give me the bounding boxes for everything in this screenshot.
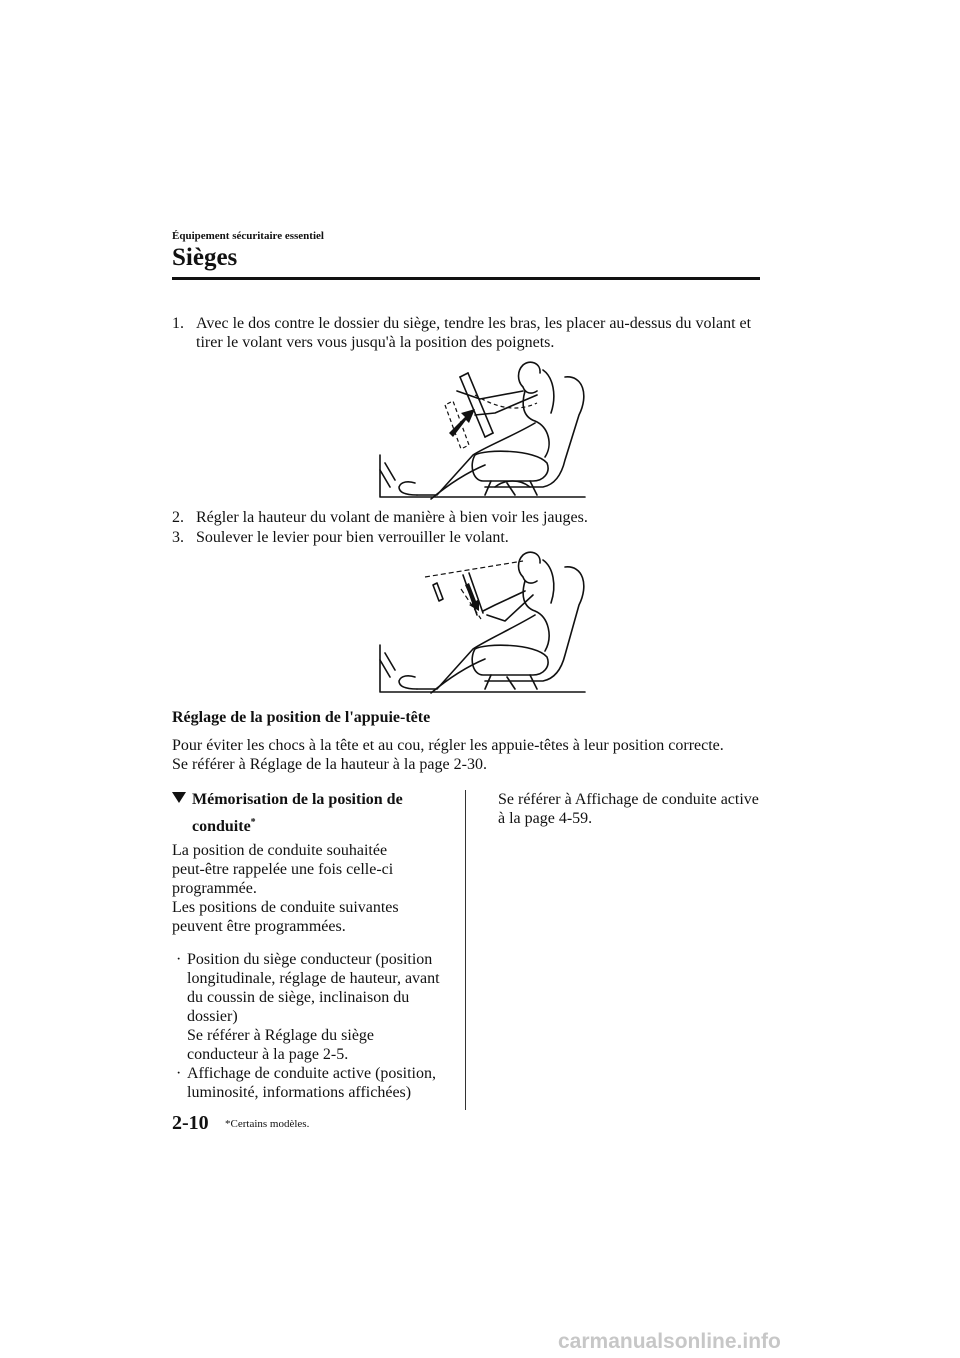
bullet-line: conducteur à la page 2-5. xyxy=(187,1046,349,1063)
memory-heading-line-2: conduite xyxy=(192,818,251,836)
headrest-paragraph xyxy=(172,736,772,774)
memory-column-1 xyxy=(172,841,452,1102)
step-number: 2. xyxy=(172,509,184,526)
col2-line: Se référer à Affichage de conduite active xyxy=(498,791,759,808)
step-text: Soulever le levier pour bien verrouiller le volant. xyxy=(196,529,509,546)
step-1 xyxy=(172,314,762,352)
col2-line: à la page 4-59. xyxy=(498,810,593,827)
intro-line: peuvent être programmées. xyxy=(172,918,346,935)
bullet-dot: · xyxy=(176,1065,182,1082)
footnote-marker: * xyxy=(250,817,256,828)
step-number: 3. xyxy=(172,529,184,546)
bullet-line: longitudinale, réglage de hauteur, avant xyxy=(187,970,440,987)
page-number: 2-10 xyxy=(172,1112,209,1134)
steering-adjust-illustration-1 xyxy=(365,355,590,500)
bullet-line: du coussin de siège, inclinaison du xyxy=(187,989,410,1006)
title-rule xyxy=(172,277,760,280)
step-number: 1. xyxy=(172,315,184,332)
page-title: Sièges xyxy=(172,244,238,271)
bullet-dot: · xyxy=(176,951,182,968)
headrest-text-line-2: Se référer à Réglage de la hauteur à la page 2-30. xyxy=(172,756,487,773)
triangle-bullet-icon xyxy=(172,792,186,803)
intro-line: La position de conduite souhaitée xyxy=(172,842,388,859)
watermark: carmanualsonline.info xyxy=(558,1330,781,1353)
memory-column-2 xyxy=(498,790,778,828)
step-2 xyxy=(172,508,762,527)
intro-line: programmée. xyxy=(172,880,257,897)
intro-line: Les positions de conduite suivantes xyxy=(172,899,399,916)
bullet-line: Affichage de conduite active (position, xyxy=(187,1065,436,1082)
intro-line: peut-être rappelée une fois celle-ci xyxy=(172,861,394,878)
footnote: *Certains modèles. xyxy=(225,1118,310,1130)
bullet-line: dossier) xyxy=(187,1008,238,1025)
steering-adjust-illustration-2 xyxy=(365,545,590,695)
memory-bullet-display xyxy=(172,1064,452,1102)
bullet-line: luminosité, informations affichées) xyxy=(187,1084,412,1101)
step-text: Régler la hauteur du volant de manière à bien voir les jauges. xyxy=(196,509,588,526)
section-label: Équipement sécuritaire essentiel xyxy=(172,230,324,242)
memory-bullet-seat xyxy=(172,950,452,1064)
memory-intro xyxy=(172,841,452,936)
column-divider xyxy=(465,790,466,1110)
bullet-line: Se référer à Réglage du siège xyxy=(187,1027,375,1044)
headrest-text-line-1: Pour éviter les chocs à la tête et au cou, régler les appuie-têtes à leur position correcte. xyxy=(172,737,724,754)
bullet-line: Position du siège conducteur (position xyxy=(187,951,433,968)
step-text: Avec le dos contre le dossier du siège, tendre les bras, les placer au-dessus du volant et tirer le volant vers vous jusqu'à la position des poignets. xyxy=(196,315,752,351)
memory-heading xyxy=(172,788,442,838)
headrest-heading: Réglage de la position de l'appuie-tête xyxy=(172,709,431,726)
memory-heading-line-1: Mémorisation de la position de xyxy=(192,791,403,808)
